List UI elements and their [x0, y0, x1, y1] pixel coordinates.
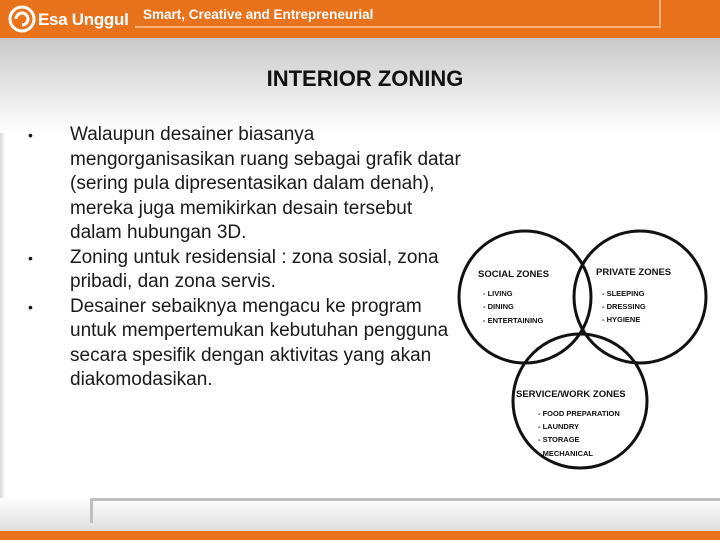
zoning-venn-diagram: [450, 225, 720, 470]
footer-accent-bar: [0, 531, 720, 540]
tagline: Smart, Creative and Entrepreneurial: [143, 7, 374, 22]
bullet-list: [28, 123, 468, 393]
private-zone-item: - SLEEPING: [602, 289, 645, 298]
service-zone-title: SERVICE/WORK ZONES: [516, 389, 626, 400]
bullet-dot-icon: •: [28, 249, 33, 266]
footer-line: [90, 498, 720, 501]
social-zone-circle: [459, 231, 591, 363]
bullet-dot-icon: •: [28, 298, 33, 315]
private-zone-item: - HYGIENE: [602, 315, 641, 324]
left-strip: [0, 133, 5, 503]
social-zone-title: SOCIAL ZONES: [478, 269, 550, 280]
slide-title: INTERIOR ZONING: [266, 66, 464, 91]
social-zone-item: - LIVING: [483, 289, 513, 298]
header-tab-base: [135, 26, 661, 28]
footer-tick: [90, 498, 93, 523]
bullet-dot-icon: •: [28, 127, 33, 143]
social-zone-item: - DINING: [483, 302, 514, 311]
bullet-item: • Desainer sebaiknya mengacu ke program untuk mempertemukan kebutuhan pengguna secara spesifik dengan aktivitas yang akan diakomodasikan.: [28, 295, 449, 390]
private-zone-item: - DRESSING: [602, 302, 646, 311]
service-zone-item: - MECHANICAL: [538, 449, 593, 458]
private-zone-title: PRIVATE ZONES: [596, 267, 672, 278]
bullet-item: • Zoning untuk residensial : zona sosial, zona pribadi, dan zona servis.: [28, 246, 439, 292]
logo-text: Esa Unggul: [38, 10, 129, 29]
social-zone-item: - ENTERTAINING: [483, 316, 544, 325]
service-zone-item: - STORAGE: [538, 435, 580, 444]
bullet-item: • Walaupun desainer biasanya mengorganisasikan ruang sebagai grafik datar (sering pula dipresentasikan dalam denah), mereka juga memikirkan desain tersebut dalam hubungan 3D.: [28, 124, 461, 243]
service-zone-item: - LAUNDRY: [538, 422, 579, 431]
header-bar: [0, 0, 720, 38]
header-tab-line: [659, 0, 661, 28]
service-zone-item: - FOOD PREPARATION: [538, 409, 620, 418]
service-zone-circle: [513, 334, 647, 468]
